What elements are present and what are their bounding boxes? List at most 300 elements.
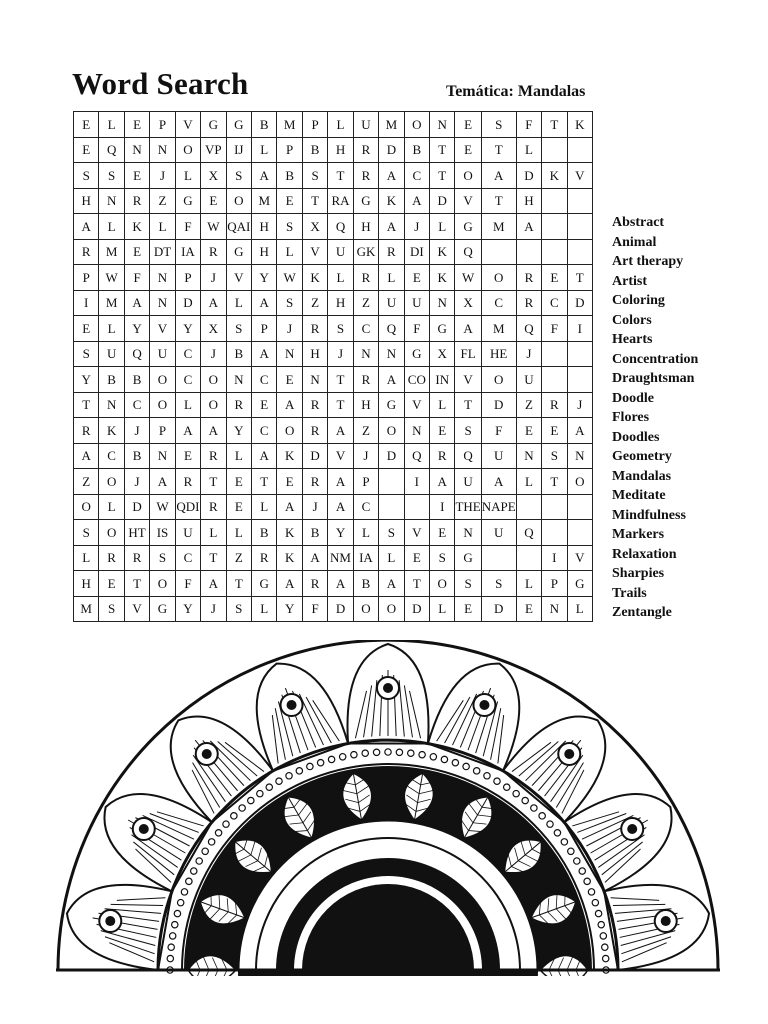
grid-cell[interactable]: F <box>517 112 542 138</box>
grid-cell[interactable]: V <box>455 367 481 393</box>
grid-cell[interactable]: F <box>482 418 517 444</box>
grid-cell[interactable]: R <box>354 265 379 291</box>
grid-cell[interactable]: G <box>227 112 252 138</box>
grid-cell[interactable]: T <box>568 265 593 291</box>
grid-cell[interactable]: L <box>252 138 277 164</box>
grid-cell[interactable]: J <box>201 342 226 368</box>
grid-cell[interactable]: G <box>354 189 379 215</box>
grid-cell[interactable]: D <box>379 444 404 470</box>
grid-cell[interactable]: A <box>379 367 404 393</box>
grid-cell[interactable]: L <box>176 163 201 189</box>
grid-cell[interactable]: Q <box>99 138 124 164</box>
grid-cell[interactable]: M <box>482 316 517 342</box>
grid-cell[interactable]: L <box>150 214 175 240</box>
grid-cell[interactable]: P <box>277 138 302 164</box>
grid-cell[interactable] <box>568 189 593 215</box>
grid-cell[interactable]: A <box>277 571 302 597</box>
grid-cell[interactable]: L <box>328 265 353 291</box>
grid-cell[interactable] <box>568 240 593 266</box>
grid-cell[interactable]: R <box>125 546 150 572</box>
grid-cell[interactable]: G <box>405 342 430 368</box>
grid-cell[interactable]: A <box>328 469 353 495</box>
grid-cell[interactable]: V <box>568 546 593 572</box>
grid-cell[interactable]: X <box>201 316 226 342</box>
grid-cell[interactable]: R <box>354 163 379 189</box>
grid-cell[interactable]: L <box>227 520 252 546</box>
grid-cell[interactable]: C <box>99 444 124 470</box>
grid-cell[interactable]: A <box>150 469 175 495</box>
grid-cell[interactable]: L <box>430 214 455 240</box>
grid-cell[interactable] <box>517 240 542 266</box>
grid-cell[interactable]: B <box>125 367 150 393</box>
grid-cell[interactable]: K <box>303 265 328 291</box>
grid-cell[interactable]: Y <box>74 367 99 393</box>
grid-cell[interactable]: K <box>277 520 302 546</box>
grid-cell[interactable]: L <box>379 265 404 291</box>
grid-cell[interactable] <box>542 240 567 266</box>
grid-cell[interactable]: C <box>252 367 277 393</box>
grid-cell[interactable]: A <box>303 546 328 572</box>
grid-cell[interactable]: A <box>379 214 404 240</box>
grid-cell[interactable]: S <box>74 163 99 189</box>
grid-cell[interactable]: J <box>277 316 302 342</box>
grid-cell[interactable]: K <box>125 214 150 240</box>
grid-cell[interactable]: R <box>201 240 226 266</box>
grid-cell[interactable]: N <box>542 597 567 623</box>
grid-cell[interactable]: IA <box>176 240 201 266</box>
grid-cell[interactable]: G <box>455 214 481 240</box>
grid-cell[interactable]: T <box>328 367 353 393</box>
grid-cell[interactable]: D <box>176 291 201 317</box>
grid-cell[interactable]: F <box>176 571 201 597</box>
grid-cell[interactable]: N <box>430 291 455 317</box>
grid-cell[interactable]: U <box>176 520 201 546</box>
grid-cell[interactable]: O <box>455 163 481 189</box>
grid-cell[interactable]: CO <box>405 367 430 393</box>
grid-cell[interactable]: S <box>430 546 455 572</box>
grid-cell[interactable]: O <box>227 189 252 215</box>
grid-cell[interactable]: N <box>125 138 150 164</box>
grid-cell[interactable]: R <box>517 265 542 291</box>
grid-cell[interactable]: D <box>517 163 542 189</box>
grid-cell[interactable]: L <box>99 316 124 342</box>
grid-cell[interactable]: P <box>176 265 201 291</box>
grid-cell[interactable]: Q <box>455 444 481 470</box>
grid-cell[interactable]: E <box>277 469 302 495</box>
grid-cell[interactable]: O <box>405 112 430 138</box>
grid-cell[interactable]: F <box>176 214 201 240</box>
grid-cell[interactable]: A <box>482 163 517 189</box>
grid-cell[interactable]: X <box>201 163 226 189</box>
grid-cell[interactable]: R <box>430 444 455 470</box>
grid-cell[interactable]: E <box>455 597 481 623</box>
grid-cell[interactable]: D <box>482 393 517 419</box>
grid-cell[interactable]: D <box>430 189 455 215</box>
grid-cell[interactable]: P <box>354 469 379 495</box>
grid-cell[interactable]: Z <box>517 393 542 419</box>
grid-cell[interactable]: P <box>74 265 99 291</box>
grid-cell[interactable]: R <box>99 546 124 572</box>
grid-cell[interactable]: W <box>455 265 481 291</box>
grid-cell[interactable] <box>542 495 567 521</box>
grid-cell[interactable] <box>517 546 542 572</box>
grid-cell[interactable]: R <box>354 367 379 393</box>
grid-cell[interactable]: Q <box>379 316 404 342</box>
grid-cell[interactable]: E <box>517 597 542 623</box>
grid-cell[interactable] <box>542 520 567 546</box>
grid-cell[interactable]: N <box>405 418 430 444</box>
grid-cell[interactable]: V <box>227 265 252 291</box>
grid-cell[interactable]: P <box>252 316 277 342</box>
grid-cell[interactable]: X <box>455 291 481 317</box>
grid-cell[interactable]: T <box>482 189 517 215</box>
grid-cell[interactable]: T <box>542 112 567 138</box>
grid-cell[interactable]: L <box>227 291 252 317</box>
grid-cell[interactable]: E <box>125 112 150 138</box>
grid-cell[interactable]: V <box>303 240 328 266</box>
grid-cell[interactable]: T <box>303 189 328 215</box>
grid-cell[interactable]: K <box>430 240 455 266</box>
grid-cell[interactable]: N <box>227 367 252 393</box>
grid-cell[interactable]: V <box>568 163 593 189</box>
grid-cell[interactable]: Y <box>176 316 201 342</box>
grid-cell[interactable]: J <box>517 342 542 368</box>
grid-cell[interactable]: IS <box>150 520 175 546</box>
grid-cell[interactable]: Z <box>303 291 328 317</box>
grid-cell[interactable]: S <box>277 214 302 240</box>
grid-cell[interactable]: RA <box>328 189 353 215</box>
grid-cell[interactable]: O <box>150 367 175 393</box>
grid-cell[interactable]: GK <box>354 240 379 266</box>
grid-cell[interactable]: T <box>430 163 455 189</box>
grid-cell[interactable]: E <box>405 265 430 291</box>
grid-cell[interactable]: K <box>379 189 404 215</box>
grid-cell[interactable]: K <box>568 112 593 138</box>
grid-cell[interactable]: C <box>405 163 430 189</box>
grid-cell[interactable]: I <box>430 495 455 521</box>
grid-cell[interactable]: G <box>379 393 404 419</box>
grid-cell[interactable]: QDI <box>176 495 201 521</box>
grid-cell[interactable] <box>542 189 567 215</box>
grid-cell[interactable]: E <box>542 418 567 444</box>
grid-cell[interactable]: N <box>379 342 404 368</box>
grid-cell[interactable]: E <box>74 112 99 138</box>
grid-cell[interactable] <box>482 546 517 572</box>
grid-cell[interactable]: K <box>430 265 455 291</box>
grid-cell[interactable]: X <box>430 342 455 368</box>
grid-cell[interactable] <box>542 214 567 240</box>
grid-cell[interactable]: L <box>227 444 252 470</box>
grid-cell[interactable]: O <box>99 520 124 546</box>
grid-cell[interactable]: A <box>430 469 455 495</box>
grid-cell[interactable]: S <box>99 163 124 189</box>
grid-cell[interactable]: Y <box>252 265 277 291</box>
grid-cell[interactable]: T <box>542 469 567 495</box>
grid-cell[interactable]: E <box>455 112 481 138</box>
grid-cell[interactable]: A <box>277 495 302 521</box>
grid-cell[interactable]: A <box>405 189 430 215</box>
grid-cell[interactable]: S <box>482 571 517 597</box>
grid-cell[interactable]: L <box>517 138 542 164</box>
grid-cell[interactable]: QAI <box>227 214 252 240</box>
grid-cell[interactable]: E <box>455 138 481 164</box>
grid-cell[interactable]: H <box>354 393 379 419</box>
grid-cell[interactable] <box>568 520 593 546</box>
grid-cell[interactable]: L <box>99 112 124 138</box>
grid-cell[interactable]: T <box>252 469 277 495</box>
grid-cell[interactable]: H <box>252 214 277 240</box>
grid-cell[interactable]: E <box>542 265 567 291</box>
grid-cell[interactable]: C <box>354 316 379 342</box>
grid-cell[interactable]: N <box>430 112 455 138</box>
grid-cell[interactable]: M <box>74 597 99 623</box>
grid-cell[interactable]: O <box>176 138 201 164</box>
grid-cell[interactable]: G <box>568 571 593 597</box>
grid-cell[interactable]: B <box>303 138 328 164</box>
grid-cell[interactable]: T <box>405 571 430 597</box>
grid-cell[interactable] <box>517 495 542 521</box>
grid-cell[interactable]: D <box>405 597 430 623</box>
grid-cell[interactable]: L <box>328 112 353 138</box>
grid-cell[interactable]: O <box>379 418 404 444</box>
grid-cell[interactable]: Z <box>74 469 99 495</box>
grid-cell[interactable]: X <box>303 214 328 240</box>
grid-cell[interactable]: U <box>517 367 542 393</box>
grid-cell[interactable]: L <box>252 495 277 521</box>
grid-cell[interactable]: O <box>277 418 302 444</box>
grid-cell[interactable]: F <box>542 316 567 342</box>
grid-cell[interactable] <box>379 469 404 495</box>
grid-cell[interactable]: W <box>201 214 226 240</box>
grid-cell[interactable]: S <box>455 418 481 444</box>
grid-cell[interactable]: G <box>176 189 201 215</box>
grid-cell[interactable]: J <box>201 265 226 291</box>
grid-cell[interactable]: R <box>74 418 99 444</box>
grid-cell[interactable]: U <box>354 112 379 138</box>
grid-cell[interactable] <box>542 367 567 393</box>
grid-cell[interactable]: DT <box>150 240 175 266</box>
grid-cell[interactable]: O <box>201 393 226 419</box>
grid-cell[interactable] <box>568 342 593 368</box>
grid-cell[interactable]: L <box>74 546 99 572</box>
grid-cell[interactable]: R <box>125 189 150 215</box>
grid-cell[interactable]: E <box>405 546 430 572</box>
grid-cell[interactable]: T <box>227 571 252 597</box>
grid-cell[interactable]: C <box>176 367 201 393</box>
grid-cell[interactable]: L <box>252 597 277 623</box>
grid-cell[interactable]: H <box>303 342 328 368</box>
grid-cell[interactable]: NAPE <box>482 495 517 521</box>
grid-cell[interactable]: J <box>125 418 150 444</box>
grid-cell[interactable]: E <box>227 495 252 521</box>
grid-cell[interactable]: F <box>405 316 430 342</box>
grid-cell[interactable]: G <box>455 546 481 572</box>
grid-cell[interactable]: C <box>252 418 277 444</box>
grid-cell[interactable]: A <box>201 418 226 444</box>
grid-cell[interactable]: J <box>150 163 175 189</box>
grid-cell[interactable]: D <box>482 597 517 623</box>
grid-cell[interactable]: W <box>99 265 124 291</box>
grid-cell[interactable]: N <box>568 444 593 470</box>
grid-cell[interactable] <box>405 495 430 521</box>
grid-cell[interactable]: R <box>227 393 252 419</box>
grid-cell[interactable]: E <box>176 444 201 470</box>
grid-cell[interactable]: E <box>74 316 99 342</box>
grid-cell[interactable]: THE <box>455 495 481 521</box>
grid-cell[interactable]: B <box>125 444 150 470</box>
grid-cell[interactable]: N <box>150 291 175 317</box>
grid-cell[interactable]: N <box>354 342 379 368</box>
grid-cell[interactable]: U <box>455 469 481 495</box>
grid-cell[interactable]: S <box>482 112 517 138</box>
grid-cell[interactable]: R <box>303 571 328 597</box>
grid-cell[interactable]: H <box>354 214 379 240</box>
grid-cell[interactable]: O <box>430 571 455 597</box>
grid-cell[interactable]: W <box>150 495 175 521</box>
grid-cell[interactable]: J <box>568 393 593 419</box>
grid-cell[interactable]: S <box>227 316 252 342</box>
grid-cell[interactable]: Q <box>405 444 430 470</box>
grid-cell[interactable]: N <box>150 444 175 470</box>
grid-cell[interactable]: O <box>568 469 593 495</box>
grid-cell[interactable]: T <box>125 571 150 597</box>
grid-cell[interactable]: A <box>379 571 404 597</box>
grid-cell[interactable]: E <box>125 163 150 189</box>
grid-cell[interactable]: W <box>277 265 302 291</box>
grid-cell[interactable]: O <box>99 469 124 495</box>
grid-cell[interactable]: T <box>482 138 517 164</box>
grid-cell[interactable]: U <box>99 342 124 368</box>
grid-cell[interactable]: S <box>328 316 353 342</box>
grid-cell[interactable]: Z <box>354 291 379 317</box>
grid-cell[interactable]: S <box>542 444 567 470</box>
grid-cell[interactable] <box>568 367 593 393</box>
grid-cell[interactable]: Q <box>125 342 150 368</box>
grid-cell[interactable]: T <box>201 546 226 572</box>
grid-cell[interactable]: E <box>277 189 302 215</box>
grid-cell[interactable]: O <box>74 495 99 521</box>
grid-cell[interactable]: H <box>252 240 277 266</box>
grid-cell[interactable]: R <box>303 418 328 444</box>
grid-cell[interactable] <box>542 138 567 164</box>
grid-cell[interactable]: A <box>517 214 542 240</box>
grid-cell[interactable]: S <box>74 520 99 546</box>
grid-cell[interactable]: R <box>201 495 226 521</box>
grid-cell[interactable]: H <box>328 138 353 164</box>
grid-cell[interactable]: R <box>252 546 277 572</box>
grid-cell[interactable]: G <box>227 240 252 266</box>
grid-cell[interactable]: VP <box>201 138 226 164</box>
grid-cell[interactable]: L <box>517 469 542 495</box>
grid-cell[interactable]: N <box>277 342 302 368</box>
grid-cell[interactable]: A <box>277 393 302 419</box>
grid-cell[interactable]: Y <box>125 316 150 342</box>
grid-cell[interactable]: J <box>303 495 328 521</box>
grid-cell[interactable]: T <box>74 393 99 419</box>
grid-cell[interactable]: Q <box>455 240 481 266</box>
grid-cell[interactable]: NM <box>328 546 353 572</box>
grid-cell[interactable] <box>568 214 593 240</box>
grid-cell[interactable]: K <box>277 444 302 470</box>
grid-cell[interactable]: M <box>379 112 404 138</box>
grid-cell[interactable]: G <box>150 597 175 623</box>
grid-cell[interactable]: R <box>176 469 201 495</box>
grid-cell[interactable]: E <box>430 418 455 444</box>
grid-cell[interactable]: F <box>125 265 150 291</box>
grid-cell[interactable] <box>542 342 567 368</box>
grid-cell[interactable]: D <box>125 495 150 521</box>
grid-cell[interactable]: V <box>150 316 175 342</box>
grid-cell[interactable]: N <box>150 138 175 164</box>
grid-cell[interactable]: H <box>74 189 99 215</box>
grid-cell[interactable]: L <box>99 214 124 240</box>
grid-cell[interactable]: V <box>176 112 201 138</box>
grid-cell[interactable]: Z <box>354 418 379 444</box>
grid-cell[interactable]: V <box>328 444 353 470</box>
grid-cell[interactable]: A <box>201 291 226 317</box>
grid-cell[interactable]: J <box>405 214 430 240</box>
grid-cell[interactable]: C <box>482 291 517 317</box>
grid-cell[interactable]: M <box>99 240 124 266</box>
grid-cell[interactable]: D <box>303 444 328 470</box>
grid-cell[interactable]: O <box>379 597 404 623</box>
grid-cell[interactable]: K <box>277 546 302 572</box>
grid-cell[interactable]: E <box>430 520 455 546</box>
grid-cell[interactable]: T <box>430 138 455 164</box>
grid-cell[interactable]: J <box>125 469 150 495</box>
grid-cell[interactable]: IA <box>354 546 379 572</box>
grid-cell[interactable]: M <box>482 214 517 240</box>
grid-cell[interactable]: C <box>354 495 379 521</box>
grid-cell[interactable]: N <box>303 367 328 393</box>
grid-cell[interactable]: A <box>201 571 226 597</box>
grid-cell[interactable]: H <box>328 291 353 317</box>
grid-cell[interactable]: M <box>99 291 124 317</box>
grid-cell[interactable]: IJ <box>227 138 252 164</box>
grid-cell[interactable]: S <box>99 597 124 623</box>
grid-cell[interactable]: R <box>379 240 404 266</box>
grid-cell[interactable]: A <box>252 163 277 189</box>
grid-cell[interactable]: P <box>150 418 175 444</box>
grid-cell[interactable]: O <box>482 265 517 291</box>
grid-cell[interactable]: C <box>176 342 201 368</box>
grid-cell[interactable]: B <box>99 367 124 393</box>
grid-cell[interactable]: O <box>150 571 175 597</box>
grid-cell[interactable]: R <box>303 469 328 495</box>
grid-cell[interactable]: A <box>74 214 99 240</box>
grid-cell[interactable]: I <box>542 546 567 572</box>
grid-cell[interactable]: N <box>99 189 124 215</box>
grid-cell[interactable]: C <box>542 291 567 317</box>
grid-cell[interactable]: E <box>74 138 99 164</box>
grid-cell[interactable]: I <box>74 291 99 317</box>
grid-cell[interactable]: L <box>277 240 302 266</box>
grid-cell[interactable]: P <box>150 112 175 138</box>
grid-cell[interactable]: L <box>99 495 124 521</box>
grid-cell[interactable]: N <box>99 393 124 419</box>
grid-cell[interactable]: I <box>568 316 593 342</box>
grid-cell[interactable]: L <box>379 546 404 572</box>
grid-cell[interactable]: A <box>252 342 277 368</box>
grid-cell[interactable]: L <box>568 597 593 623</box>
grid-cell[interactable]: S <box>379 520 404 546</box>
grid-cell[interactable]: HE <box>482 342 517 368</box>
grid-cell[interactable]: D <box>568 291 593 317</box>
grid-cell[interactable]: Z <box>150 189 175 215</box>
grid-cell[interactable] <box>568 495 593 521</box>
grid-cell[interactable]: S <box>277 291 302 317</box>
grid-cell[interactable]: K <box>99 418 124 444</box>
